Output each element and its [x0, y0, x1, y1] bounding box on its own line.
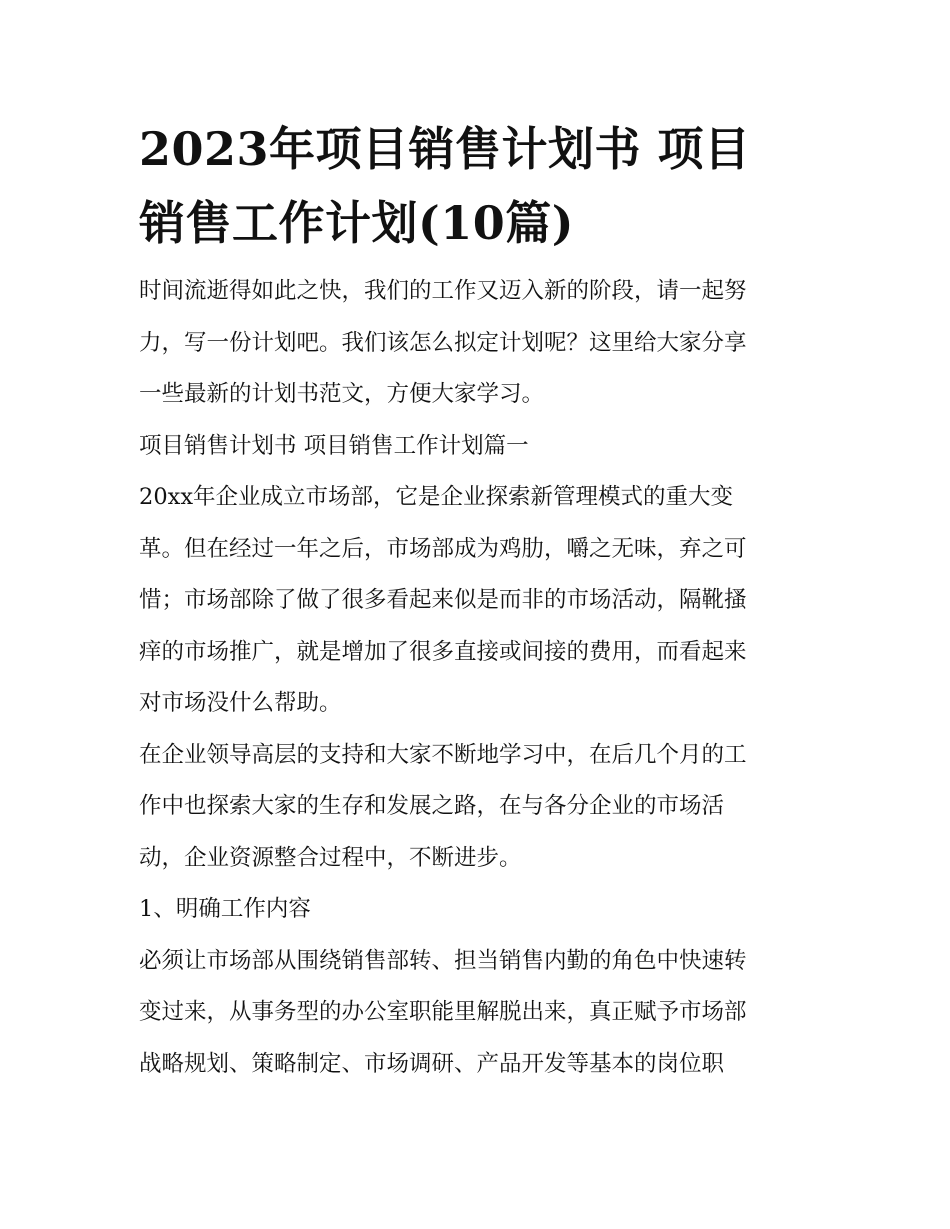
numbered-heading — [139, 884, 819, 936]
section-heading — [139, 421, 819, 473]
intro-paragraph — [139, 266, 819, 421]
text-line: 惜；市场部除了做了很多看起来似是而非的市场活动，隔靴搔 — [139, 587, 747, 613]
text-line: 痒的市场推广，就是增加了很多直接或间接的费用，而看起来 — [139, 638, 747, 665]
text-line: 作中也探索大家的生存和发展之路，在与各分企业的市场活 — [139, 793, 725, 819]
text-line: 革。但在经过一年之后，市场部成为鸡肋，嚼之无味，弃之可 — [139, 535, 747, 562]
text-line: 力，写一份计划吧。我们该怎么拟定计划呢？这里给大家分享 — [139, 329, 747, 356]
text-line: 变过来，从事务型的办公室职能里解脱出来，真正赋予市场部 — [139, 999, 747, 1025]
text-line: 20xx年企业成立市场部，它是企业探索新管理模式的重大变 — [139, 484, 734, 510]
body-paragraph — [139, 472, 819, 730]
title-line: 销售工作计划(10篇) — [139, 196, 575, 250]
text-line: 战略规划、策略制定、市场调研、产品开发等基本的岗位职 — [139, 1050, 725, 1077]
text-line: 1、明确工作内容 — [139, 896, 311, 922]
text-line: 项目销售计划书 项目销售工作计划篇一 — [139, 432, 529, 459]
body-paragraph — [139, 730, 819, 885]
text-line: 一些最新的计划书范文，方便大家学习。 — [139, 381, 545, 407]
text-line: 动，企业资源整合过程中，不断进步。 — [139, 844, 522, 871]
document-page — [139, 112, 819, 1090]
text-line: 在企业领导高层的支持和大家不断地学习中，在后几个月的工 — [139, 741, 747, 768]
body-paragraph — [139, 936, 819, 1091]
title-line: 2023年项目销售计划书 项目 — [139, 122, 751, 176]
text-line: 对市场没什么帮助。 — [139, 690, 342, 716]
text-line: 必须让市场部从围绕销售部转、担当销售内勤的角色中快速转 — [139, 947, 747, 974]
document-title — [139, 112, 819, 266]
text-line: 时间流逝得如此之快，我们的工作又迈入新的阶段，请一起努 — [139, 278, 747, 304]
